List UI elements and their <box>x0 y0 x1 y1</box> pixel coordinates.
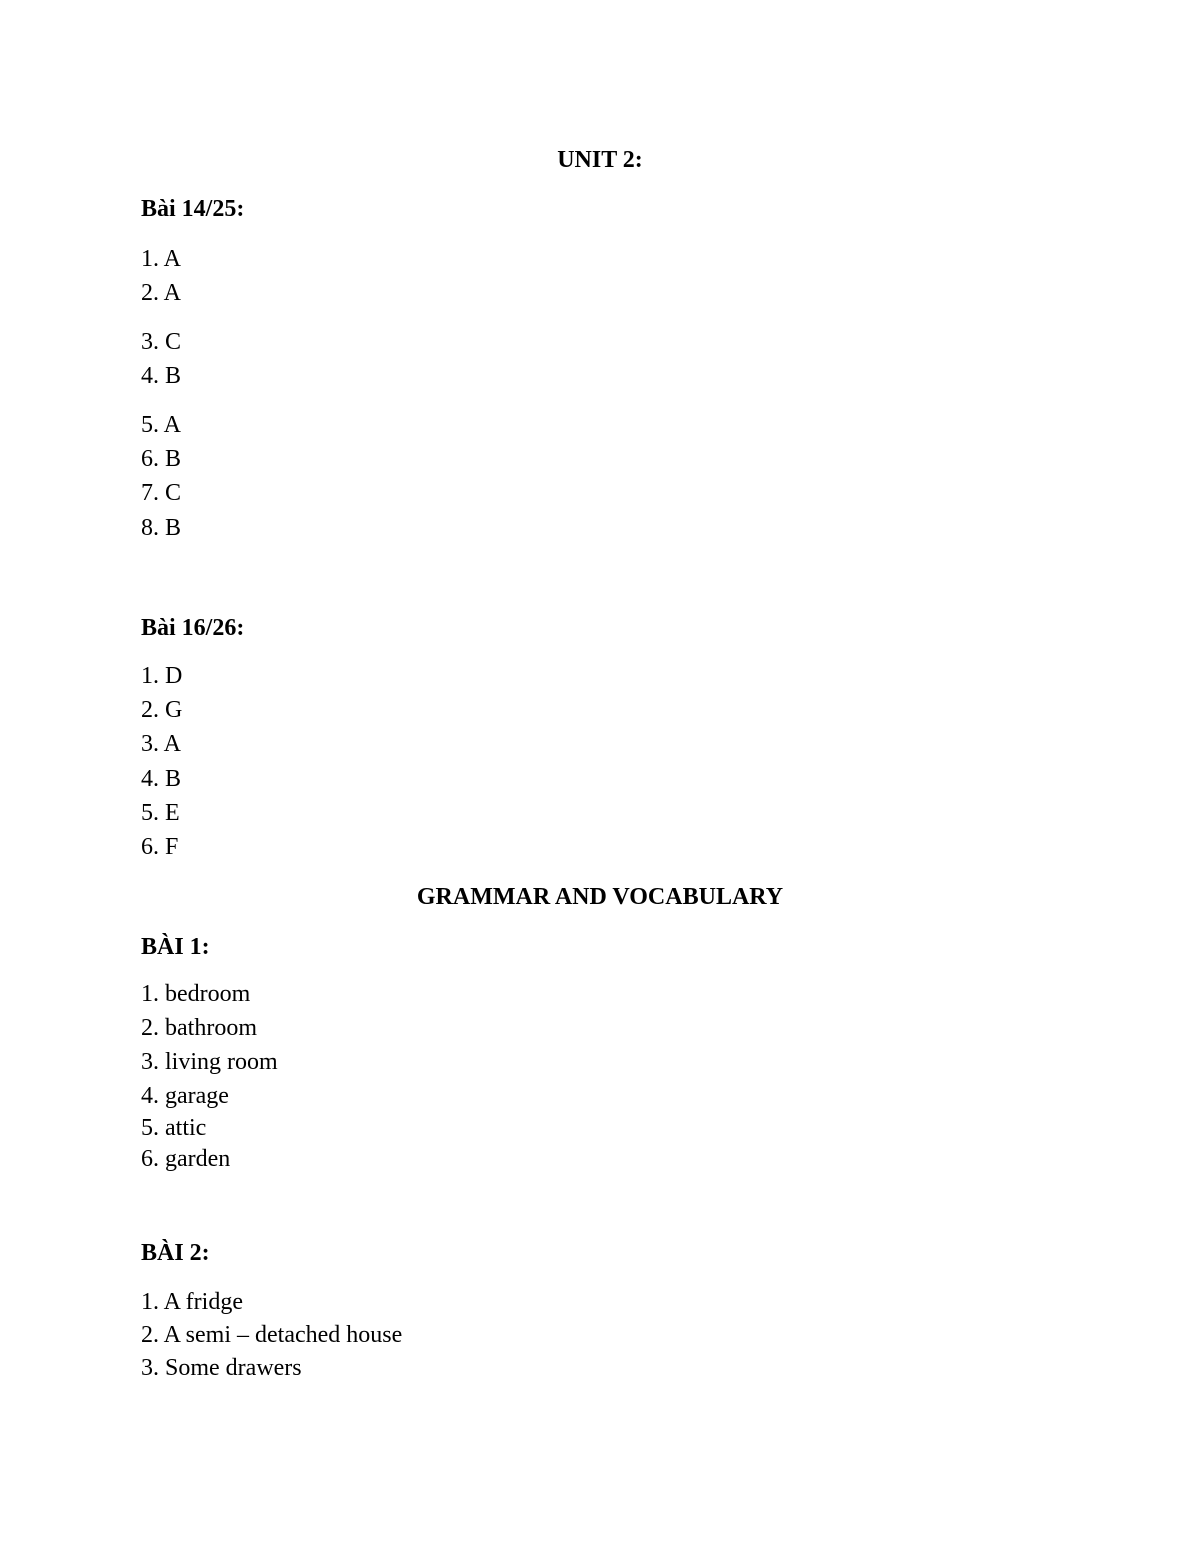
answer-item: 8. B <box>141 515 182 541</box>
answer-item: 1. A fridge <box>141 1289 243 1315</box>
answer-item: 2. A semi – detached house <box>141 1322 403 1348</box>
answer-item: 3. C <box>141 329 182 355</box>
answer-item: 5. E <box>141 800 180 826</box>
answer-item: 6. F <box>141 834 179 860</box>
answer-item: 3. living room <box>141 1049 278 1075</box>
answer-item: 4. garage <box>141 1083 229 1109</box>
unit-title: UNIT 2: <box>557 147 643 173</box>
answer-item: 5. attic <box>141 1115 207 1141</box>
answer-item: 6. B <box>141 446 182 472</box>
answer-item: 2. A <box>141 280 182 306</box>
answer-item: 5. A <box>141 412 182 438</box>
section-heading-bai-16-26: Bài 16/26: <box>141 615 245 641</box>
answer-item: 3. A <box>141 731 182 757</box>
answer-item: 6. garden <box>141 1146 231 1172</box>
answer-item: 3. Some drawers <box>141 1355 302 1381</box>
answer-item: 1. A <box>141 246 182 272</box>
answer-item: 2. G <box>141 697 183 723</box>
answer-item: 4. B <box>141 363 182 389</box>
answer-item: 4. B <box>141 766 182 792</box>
section-heading-bai-14-25: Bài 14/25: <box>141 196 245 222</box>
grammar-vocabulary-title: GRAMMAR AND VOCABULARY <box>416 884 784 910</box>
section-heading-bai-1: BÀI 1: <box>141 934 210 960</box>
answer-item: 2. bathroom <box>141 1015 257 1041</box>
answer-item: 1. D <box>141 663 183 689</box>
section-heading-bai-2: BÀI 2: <box>141 1240 210 1266</box>
answer-item: 1. bedroom <box>141 981 251 1007</box>
answer-item: 7. C <box>141 480 182 506</box>
